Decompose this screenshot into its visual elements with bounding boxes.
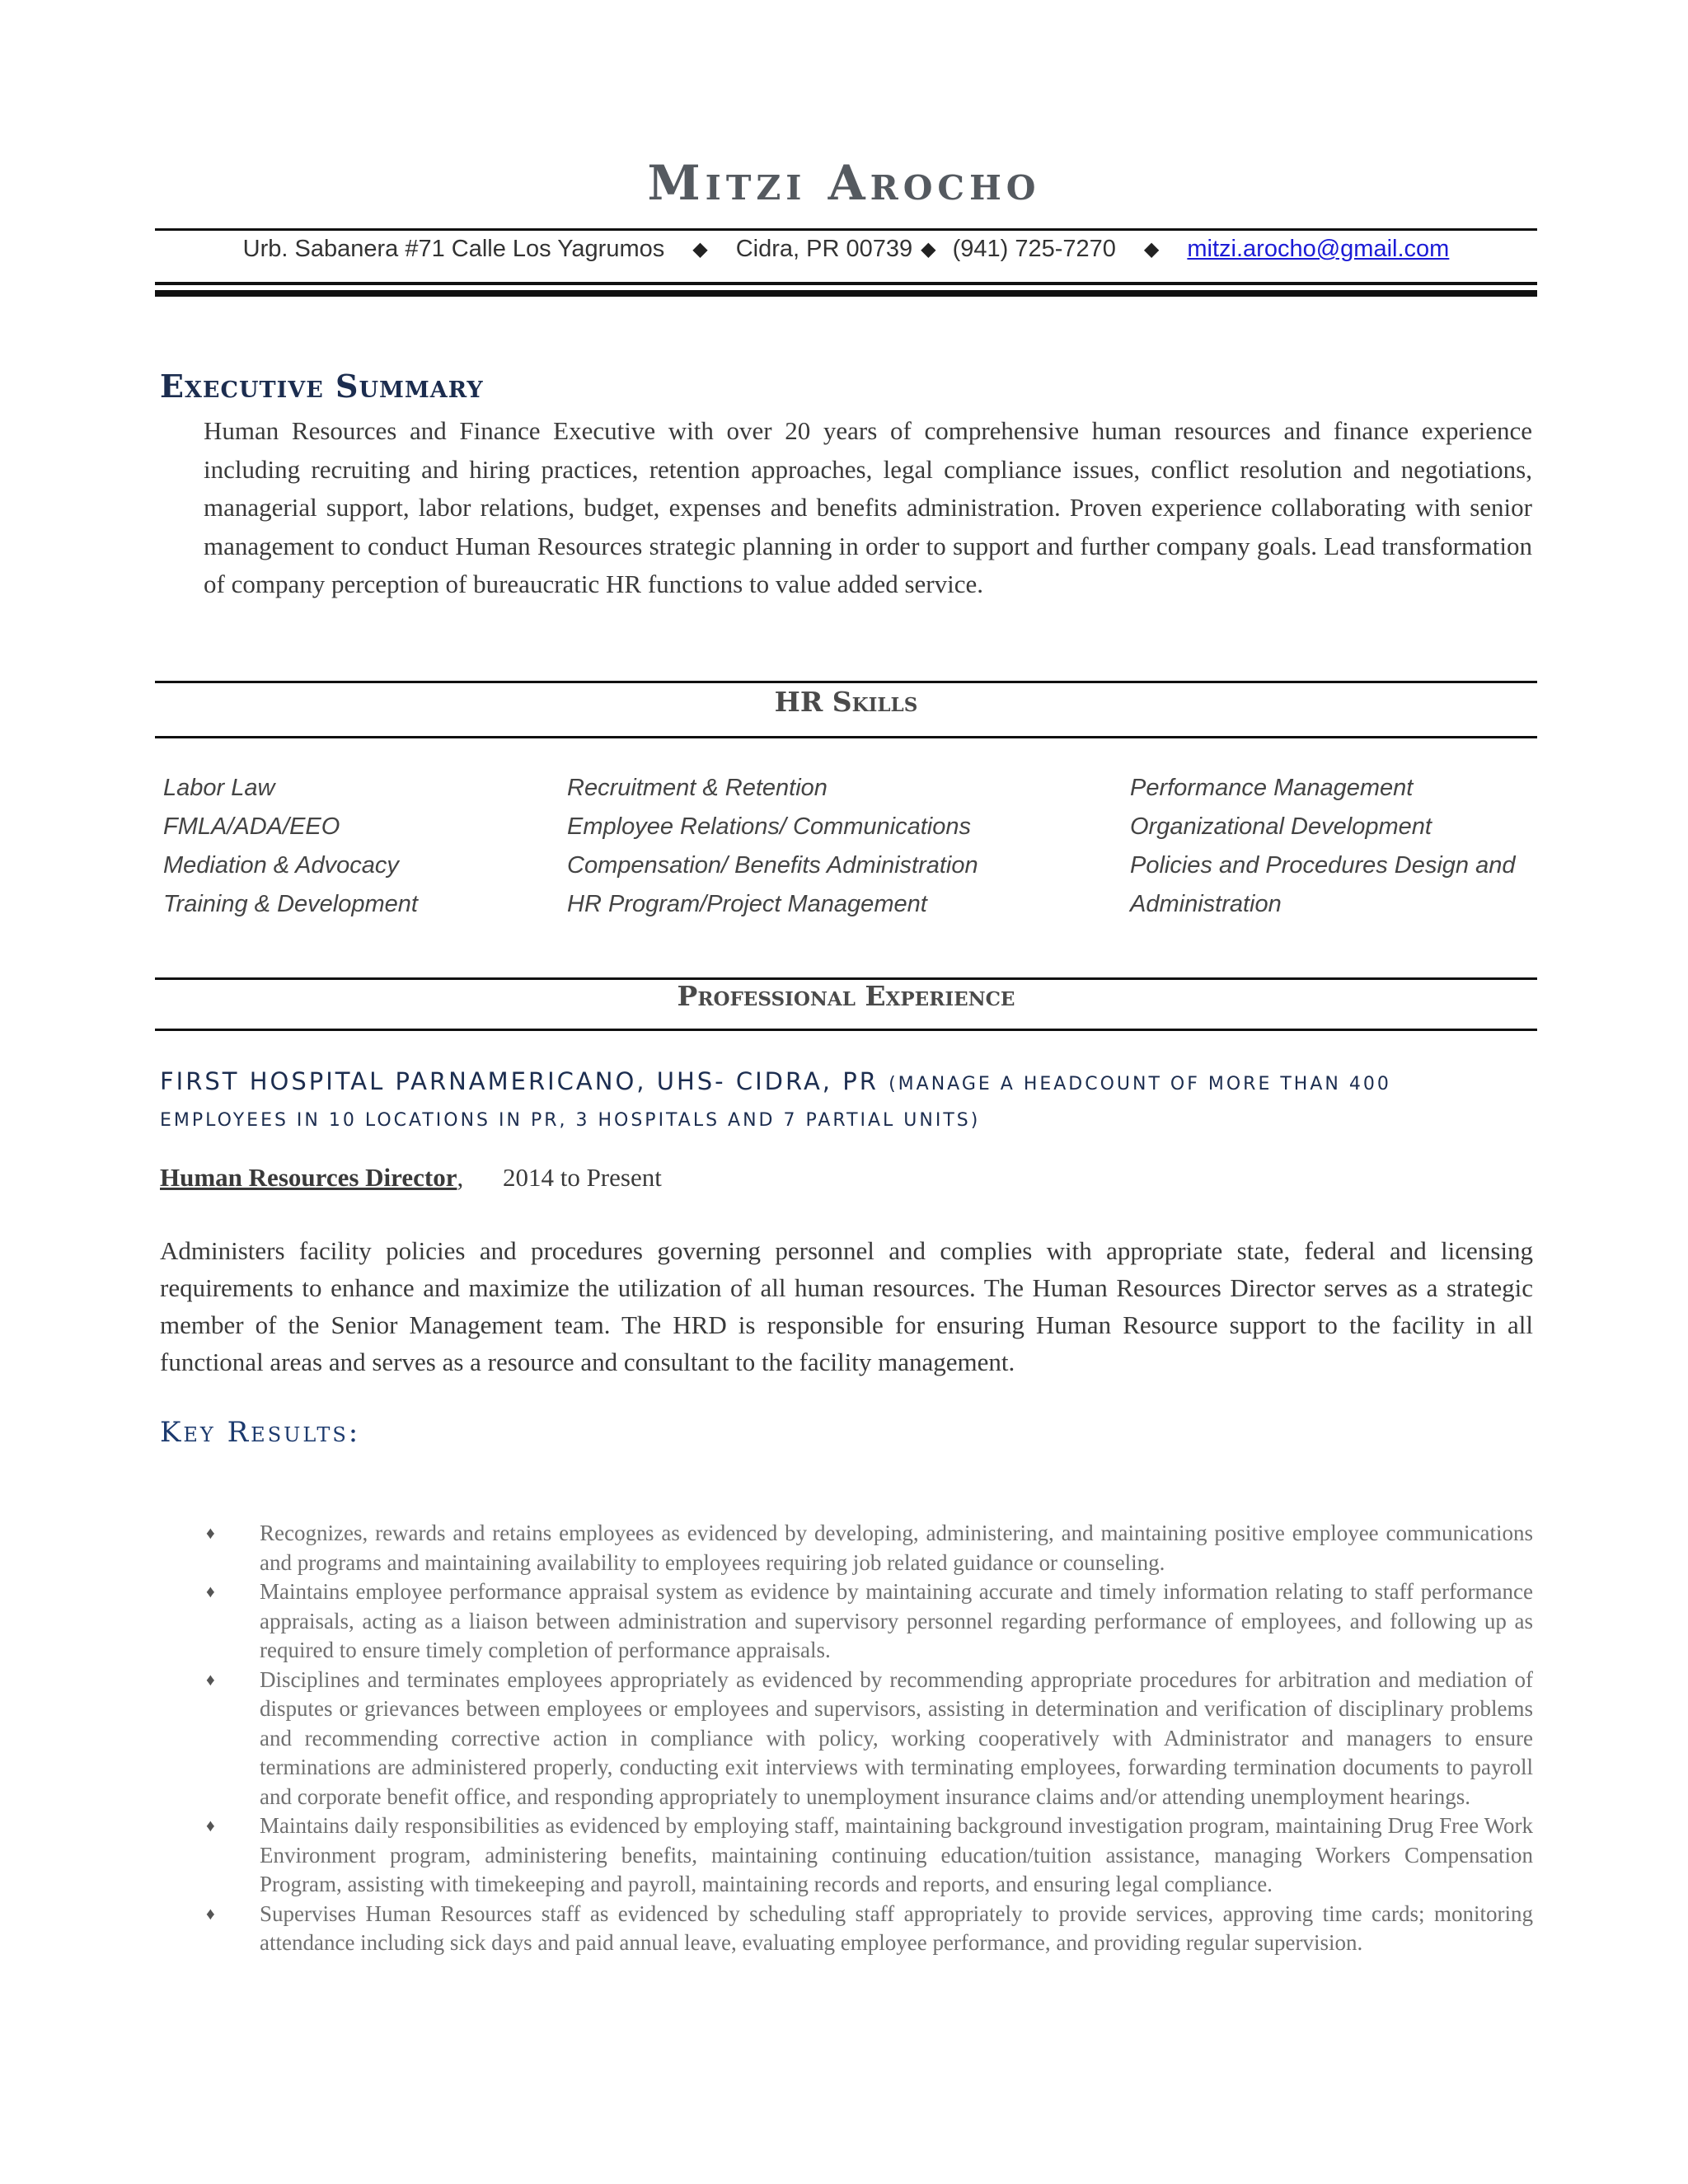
city: Cidra, PR 00739 <box>735 236 913 262</box>
skills-column-3 <box>1130 769 1516 924</box>
employer-note-continued: EMPLOYEES IN 10 LOCATIONS IN PR, 3 HOSPITALS AND 7 PARTIAL UNITS) <box>160 1110 981 1131</box>
skill-item: Compensation/ Benefits Administration <box>567 852 978 879</box>
skill-item: FMLA/ADA/EEO <box>163 813 340 840</box>
skills-column-2 <box>567 769 978 924</box>
header-top-rule <box>155 228 1537 231</box>
executive-summary-text: Human Resources and Finance Executive with over 20 years of comprehensive human resources and finance experience including recruiting and hiring practices, retention approaches, legal compliance issues, conflict resolution and negotiations, managerial support, labor relations, budget, expenses and benefits administration. Proven experience collaborating with senior management to conduct Human Resources strategic planning in order to support and further company goals. Lead transformation of company perception of bureaucratic HR functions to value added service. <box>204 416 1532 598</box>
diamond-bullet-icon: ♦ <box>206 1903 215 1924</box>
contact-line <box>155 236 1537 263</box>
employer-name: FIRST HOSPITAL PARNAMERICANO, UHS- CIDRA, PR <box>160 1067 879 1095</box>
skill-item: Policies and Procedures Design and <box>1130 852 1516 879</box>
role-line <box>160 1163 662 1193</box>
email-link[interactable]: mitzi.arocho@gmail.com <box>1187 236 1450 262</box>
list-item <box>206 1666 1533 1812</box>
list-item <box>206 1519 1533 1577</box>
skill-item: HR Program/Project Management <box>567 891 927 917</box>
diamond-separator-icon: ◆ <box>1143 238 1160 260</box>
diamond-separator-icon: ◆ <box>692 238 708 260</box>
diamond-bullet-icon: ♦ <box>206 1669 215 1690</box>
diamond-bullet-icon: ♦ <box>206 1582 215 1601</box>
skill-item: Organizational Development <box>1130 813 1432 840</box>
skills-column-1 <box>163 769 418 924</box>
key-result-text: Disciplines and terminates employees appropriately as evidenced by recommending appropriate procedures for arbitration and mediation of disputes or grievances between employees or employees and supervisors, assisting in determination and verification of disciplinary problems and recommending corrective action in compliance with policy, working cooperatively with Administrator and managers to ensure terminations are administered properly, conducting exit interviews with terminating employees, forwarding termination documents to payroll and corporate benefit office, and responding appropriately to unemployment insurance claims and/or attending unemployment hearings. <box>260 1666 1533 1809</box>
professional-experience-heading: Professional Experience <box>677 980 1015 1012</box>
skill-item: Labor Law <box>163 775 275 801</box>
key-result-text: Supervises Human Resources staff as evidenced by scheduling staff appropriately to provide services, approving time cards; monitoring attendance including sick days and paid annual leave, evaluating employee performance, and providing regular supervision. <box>260 1900 1533 1955</box>
employer-note: (MANAGE A HEADCOUNT OF MORE THAN 400 <box>889 1074 1391 1094</box>
experience-bottom-rule <box>155 1029 1537 1031</box>
key-result-text: Maintains employee performance appraisal system as evidence by maintaining accurate and timely information relating to staff performance appraisals, acting as a liaison between administration and supervisory personnel regarding performance of employees, and following up as required to ensure timely completion of performance appraisals. <box>260 1579 1533 1662</box>
candidate-name: Mitzi Arocho <box>647 155 1041 211</box>
phone: (941) 725-7270 <box>952 236 1116 262</box>
skills-top-rule <box>155 681 1537 683</box>
skills-bottom-rule <box>155 736 1537 738</box>
address: Urb. Sabanera #71 Calle Los Yagrumos <box>242 236 665 262</box>
skill-item: Mediation & Advocacy <box>163 852 399 879</box>
skill-item: Administration <box>1130 891 1282 917</box>
key-result-text: Maintains daily responsibilities as evidenced by employing staff, maintaining background investigation program, maintaining Drug Free Work Environment program, administering benefits, maintaining continuing education/tuition assistance, managing Workers Compensation Program, assisting with timekeeping and payroll, maintaining records and reports, and ensuring legal compliance. <box>260 1813 1533 1896</box>
diamond-bullet-icon: ♦ <box>206 1523 215 1543</box>
header-double-rule-top <box>155 282 1537 285</box>
executive-summary-heading: Executive Summary <box>160 368 484 405</box>
diamond-bullet-icon: ♦ <box>206 1816 215 1835</box>
role-description: Administers facility policies and procedures governing personnel and complies with appropriate state, federal and licensing requirements to enhance and maximize the utilization of all human resources. The Human Resources Director serves as a strategic member of the Senior Management team. The HRD is responsible for ensuring Human Resource support to the facility in all functional areas and serves as a resource and consultant to the facility management. <box>160 1236 1533 1376</box>
key-result-text: Recognizes, rewards and retains employees as evidenced by developing, administering, and maintaining positive employee communications and programs and maintaining availability to employees requiring job related guidance or counseling. <box>260 1521 1533 1575</box>
skill-item: Recruitment & Retention <box>567 775 828 801</box>
role-title: Human Resources Director <box>160 1163 457 1192</box>
key-results-heading: Key Results: <box>160 1416 361 1449</box>
header-double-rule-bottom <box>155 290 1537 297</box>
skill-item: Performance Management <box>1130 775 1414 801</box>
key-results-list <box>206 1519 1533 1958</box>
skill-item: Employee Relations/ Communications <box>567 813 971 840</box>
diamond-separator-icon: ◆ <box>921 238 936 260</box>
list-item <box>206 1900 1533 1958</box>
hr-skills-heading: HR Skills <box>774 686 918 718</box>
role-comma: , <box>457 1163 464 1192</box>
employer-heading <box>160 1065 1536 1137</box>
role-dates: 2014 to Present <box>502 1163 662 1192</box>
skill-item: Training & Development <box>163 891 418 917</box>
list-item <box>206 1811 1533 1900</box>
list-item <box>206 1577 1533 1666</box>
